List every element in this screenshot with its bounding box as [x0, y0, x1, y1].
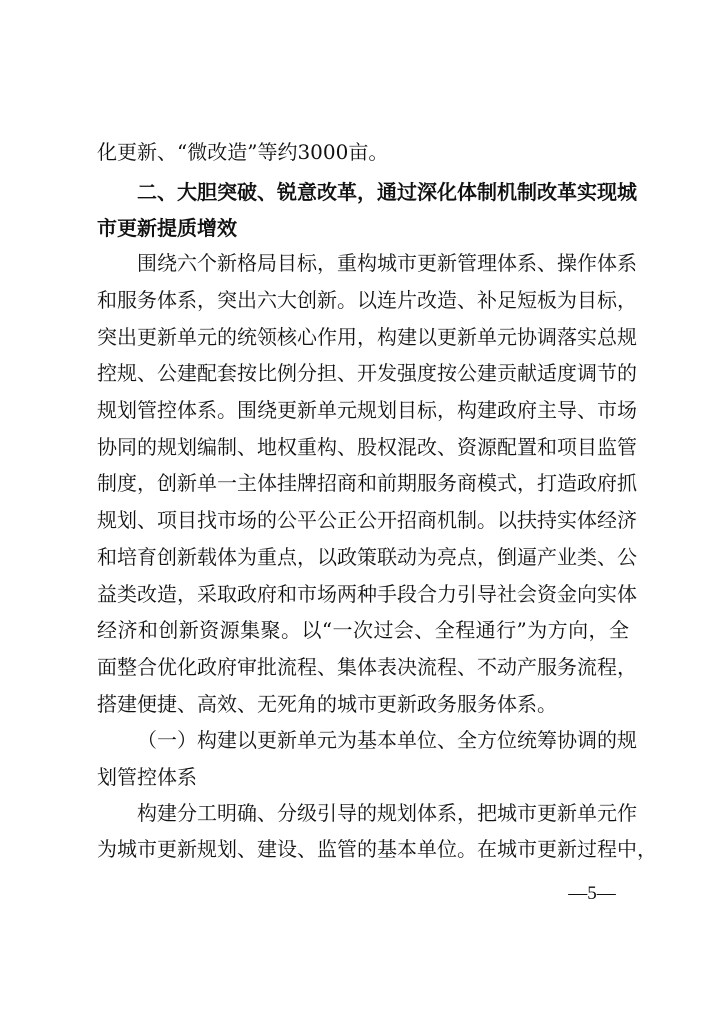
paragraph-line: 制度，创新单一主体挂牌招商和前期服务商模式，打造政府抓 — [97, 471, 637, 495]
subsection-heading: 划管控体系 — [97, 765, 197, 789]
paragraph-line: 协同的规划编制、地权重构、股权混改、资源配置和项目监管 — [97, 435, 637, 459]
section-heading: 二、大胆突破、锐意改革，通过深化体制机制改革实现城 — [137, 180, 637, 204]
paragraph-line: 构建分工明确、分级引导的规划体系，把城市更新单元作 — [137, 801, 637, 825]
paragraph-line: 和培育创新载体为重点，以政策联动为亮点，倒逼产业类、公 — [97, 545, 637, 569]
paragraph-line: 规划、项目找市场的公平公正公开招商机制。以扶持实体经济 — [97, 508, 637, 532]
paragraph-line: 搭建便捷、高效、无死角的城市更新政务服务体系。 — [97, 692, 557, 716]
paragraph-line: 围绕六个新格局目标，重构城市更新管理体系、操作体系 — [137, 251, 637, 275]
paragraph-line: 经济和创新资源集聚。以“一次过会、全程通行”为方向，全 — [97, 618, 629, 642]
paragraph-line: 规划管控体系。围绕更新单元规划目标，构建政府主导、市场 — [97, 398, 637, 422]
paragraph-line: 化更新、“微改造”等约3000亩。 — [97, 140, 389, 164]
subsection-heading: （一）构建以更新单元为基本单位、全方位统筹协调的规 — [137, 728, 637, 752]
section-heading: 市更新提质增效 — [97, 216, 237, 240]
page-number: —5— — [568, 883, 616, 904]
paragraph-line: 控规、公建配套按比例分担、开发强度按公建贡献适度调节的 — [97, 361, 637, 385]
paragraph-line: 面整合优化政府审批流程、集体表决流程、不动产服务流程， — [97, 655, 637, 679]
paragraph-line: 和服务体系，突出六大创新。以连片改造、补足短板为目标， — [97, 288, 637, 312]
paragraph-line: 益类改造，采取政府和市场两种手段合力引导社会资金向实体 — [97, 582, 637, 606]
paragraph-line: 为城市更新规划、建设、监管的基本单位。在城市更新过程中， — [97, 837, 657, 861]
paragraph-line: 突出更新单元的统领核心作用，构建以更新单元协调落实总规 — [97, 325, 637, 349]
